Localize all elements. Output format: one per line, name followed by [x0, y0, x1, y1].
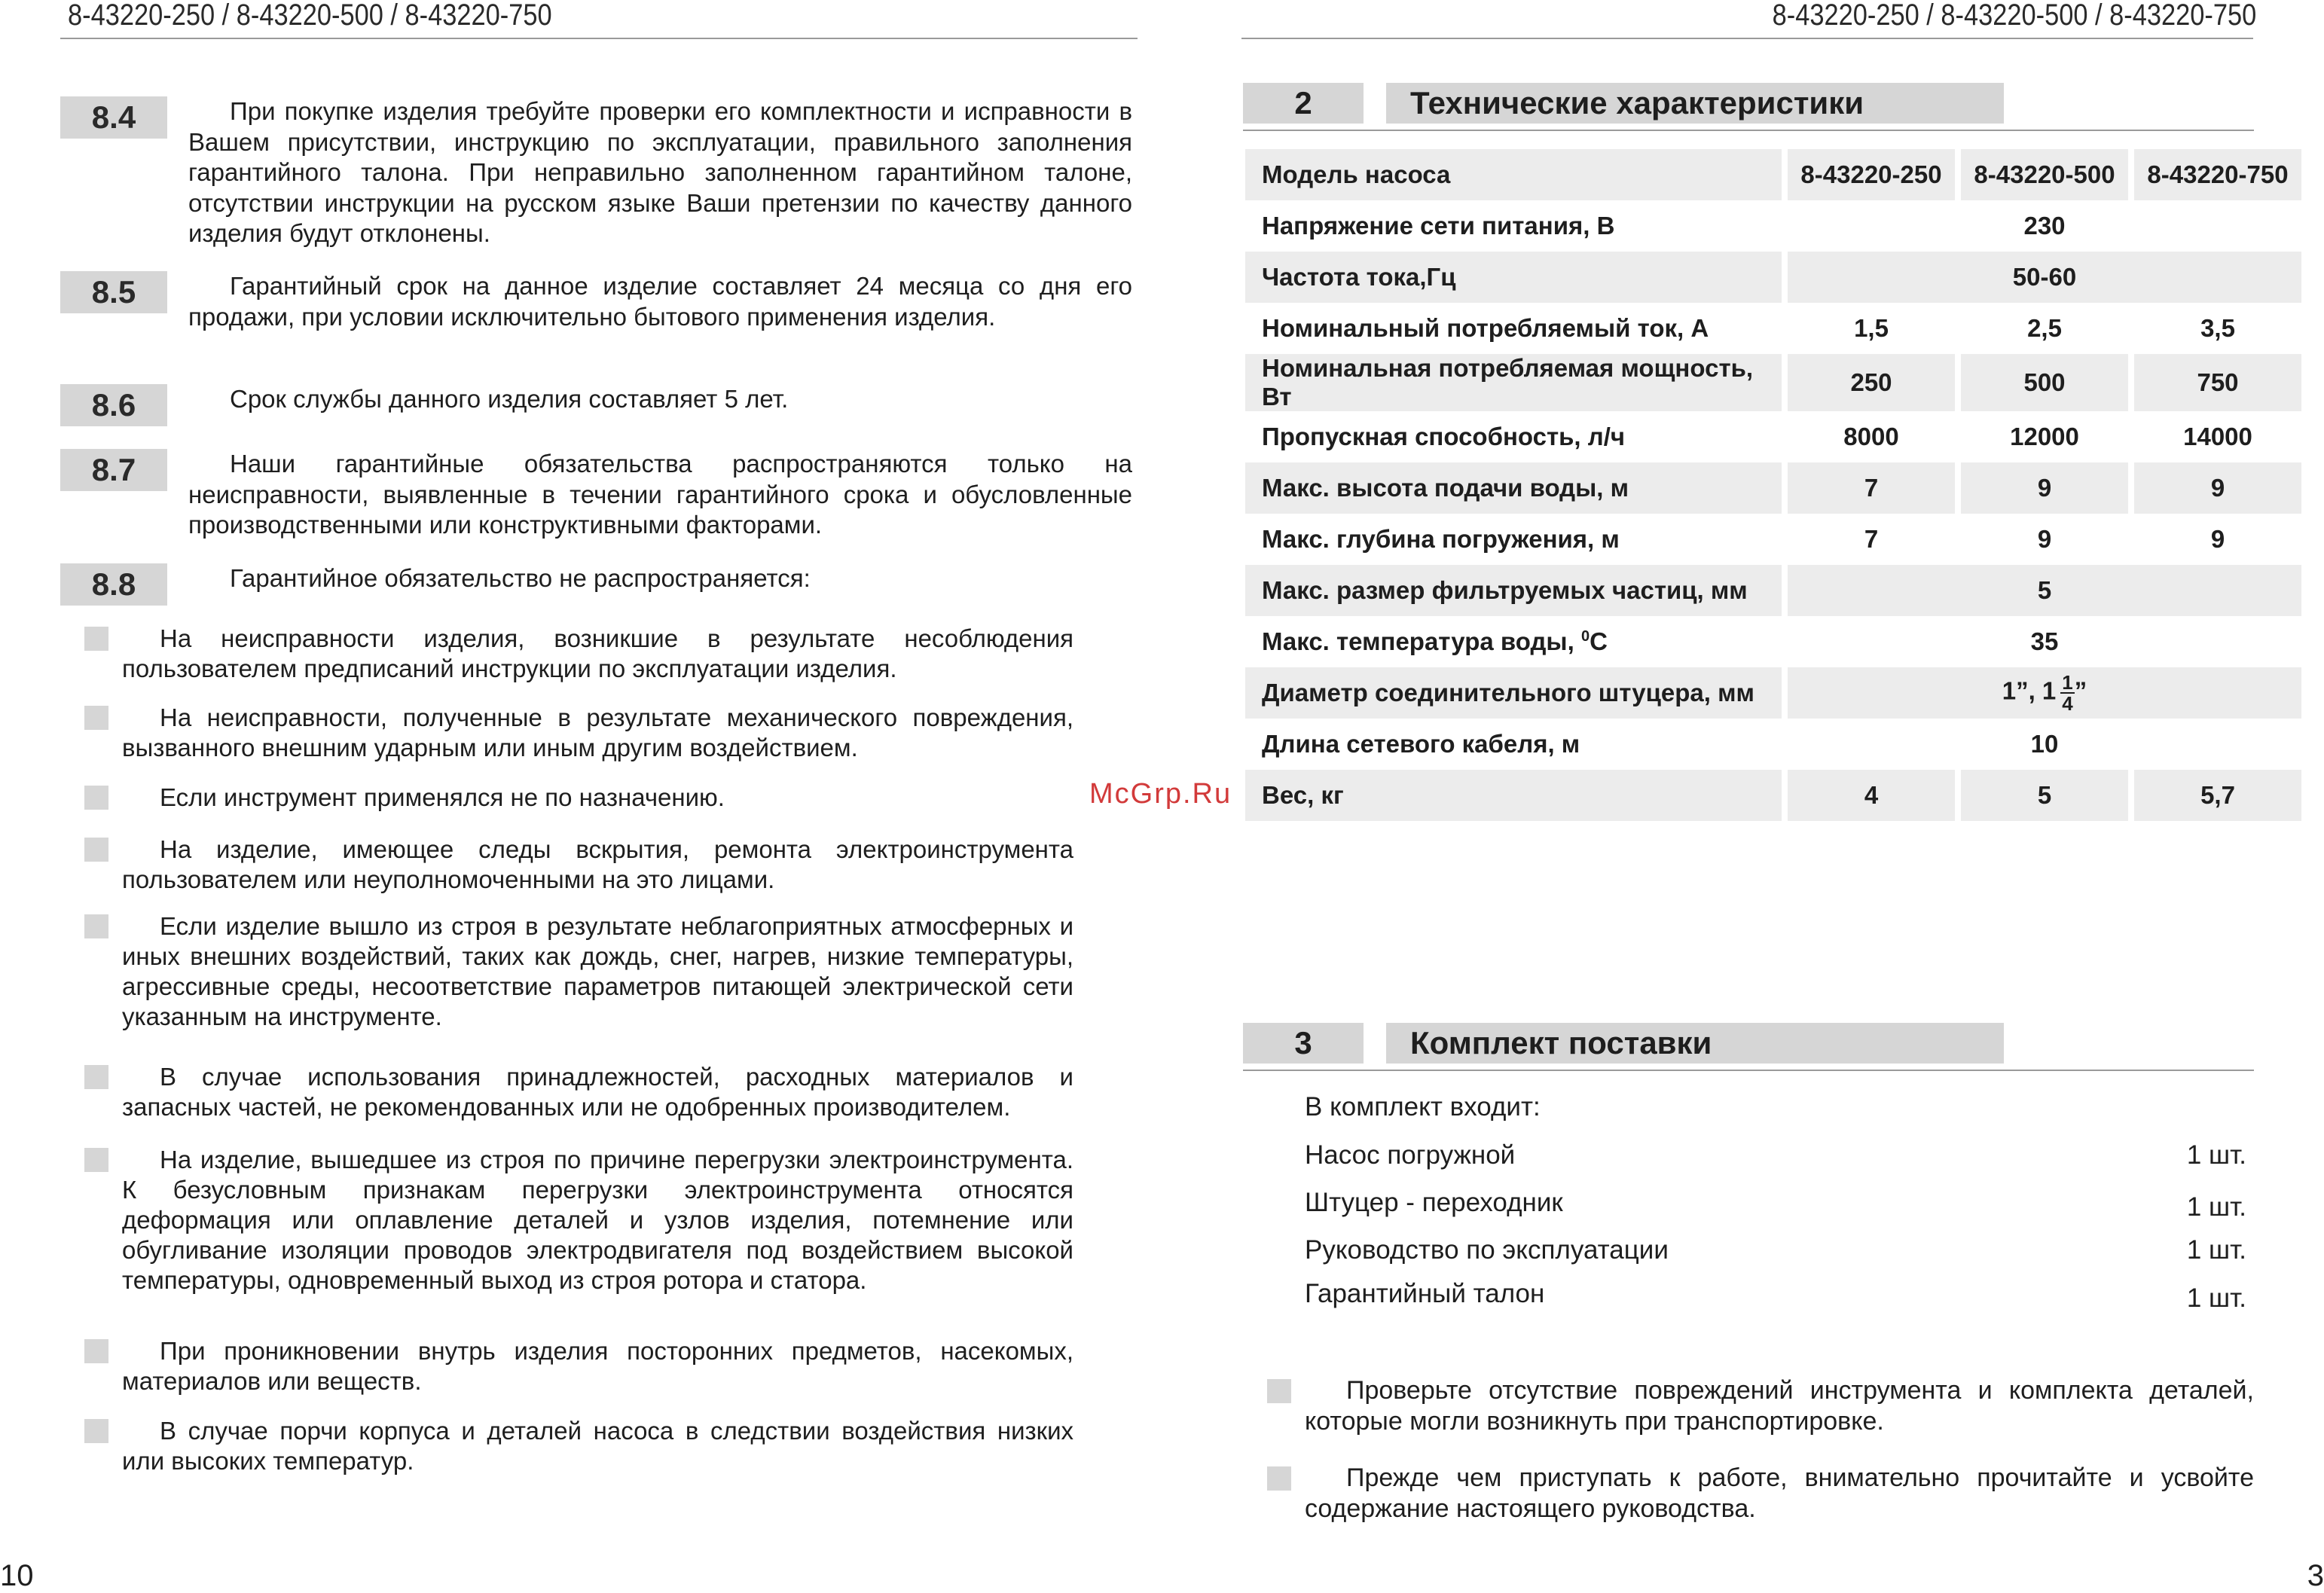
kit-item-name: Штуцер - переходник	[1305, 1188, 1563, 1217]
model-header: 8-43220-750	[2134, 149, 2301, 200]
row-value: 9	[2210, 525, 2225, 553]
fraction-numerator: 1	[2062, 671, 2073, 694]
section-number: 8.6	[60, 384, 167, 426]
table-row	[1245, 514, 2301, 565]
exclusion-text: На изделие, вышедшее из строя по причине перегрузки электроинструмента. К безусловным признакам перегрузки электроинструмента относятся деформация или оплавление деталей и узлов изделия, потемнение или обугливание изоляции проводов электродвигателя под воздействием высокой температуры, одновременный выход из строя ротора и статора.	[122, 1146, 1073, 1294]
row-label: Напряжение сети питания, В	[1262, 212, 1615, 240]
bullet-square-icon	[84, 1419, 108, 1443]
row-value: 250	[1788, 354, 1955, 411]
bullet-square-icon	[1267, 1379, 1291, 1403]
row-label: Макс. глубина погружения, м	[1262, 525, 1620, 553]
table-row	[1245, 200, 2301, 252]
section-number: 8.5	[60, 271, 167, 313]
header-models-right: 8-43220-250 / 8-43220-500 / 8-43220-750	[1772, 0, 2256, 32]
row-label: Вес, кг	[1245, 770, 1782, 821]
exclusion-text: На неисправности, полученные в результате механического повреждения, вызванного внешним ударным или иным другим воздействием.	[122, 703, 1073, 761]
list-item	[1305, 1279, 2246, 1313]
table-row	[1245, 616, 2301, 667]
exclusion-text: На неисправности изделия, возникшие в результате несоблюдения пользователем предписаний инструкции по эксплуатации изделия.	[122, 624, 1073, 682]
table-row	[1245, 770, 2301, 821]
row-label: Частота тока,Гц	[1245, 252, 1782, 303]
list-item	[1305, 1188, 2246, 1222]
row-value: 9	[2134, 462, 2301, 514]
fitting-value: 1”, 1	[2002, 676, 2057, 705]
kit-rule	[1243, 1070, 2254, 1071]
exclusion-text: Если инструмент применялся не по назначению.	[160, 783, 725, 811]
section-text: Гарантийный срок на данное изделие составляет 24 месяца со дня его продажи, при условии исключительно бытового применения изделия.	[188, 272, 1132, 331]
row-value: 230	[2023, 212, 2066, 240]
kit-item-qty: 1 шт.	[2186, 1192, 2246, 1222]
row-value: 9	[1961, 462, 2128, 514]
row-value: 2,5	[2027, 314, 2062, 342]
row-label: Диаметр соединительного штуцера, мм	[1245, 667, 1782, 719]
page-number-left: 10	[0, 1559, 34, 1592]
table-row	[1245, 354, 2301, 411]
row-value: 500	[1961, 354, 2128, 411]
kit-item-name: Гарантийный талон	[1305, 1279, 1545, 1308]
kit-item-name: Руководство по эксплуатации	[1305, 1235, 1669, 1265]
header-rule-left	[60, 38, 1138, 39]
specs-rule	[1243, 130, 2254, 131]
exclusion-text: В случае использования принадлежностей, расходных материалов и запасных частей, не рекомендованных или не одобренных производителем.	[122, 1063, 1073, 1121]
kit-section-number: 3	[1243, 1023, 1364, 1064]
row-label: Длина сетевого кабеля, м	[1262, 730, 1580, 758]
row-value: 8000	[1843, 423, 1899, 450]
bullet-square-icon	[84, 1148, 108, 1172]
kit-item-name: Насос погружной	[1305, 1140, 1516, 1170]
row-value: 750	[2134, 354, 2301, 411]
kit-title: Комплект поставки	[1410, 1025, 1712, 1060]
specs-title: Технические характеристики	[1410, 85, 1864, 121]
fraction	[2060, 673, 2074, 713]
table-row	[1245, 565, 2301, 616]
bullet-square-icon	[84, 706, 108, 730]
table-row	[1245, 411, 2301, 462]
temp-label: Макс. температура воды,	[1262, 627, 1581, 655]
table-row	[1245, 462, 2301, 514]
kit-item-qty: 1 шт.	[2186, 1140, 2246, 1170]
table-row	[1245, 667, 2301, 719]
row-value: 4	[1788, 770, 1955, 821]
note-text: Проверьте отсутствие повреждений инструмента и комплекта деталей, которые могли возникнуть при транспортировке.	[1305, 1376, 2254, 1436]
specs-title-bar	[1364, 83, 2269, 124]
temp-unit: С	[1590, 627, 1608, 655]
row-value: 7	[1864, 525, 1879, 553]
exclusion-text: Если изделие вышло из строя в результате неблагоприятных атмосферных и иных внешних воздействий, таких как дождь, снег, нагрев, низкие температуры, агрессивные среды, несоответствие параметров питающей электрической сети указанным на инструменте.	[122, 912, 1073, 1030]
row-label: Пропускная способность, л/ч	[1262, 423, 1626, 450]
kit-heading	[1243, 1023, 2252, 1077]
header-rule-right	[1241, 38, 2253, 39]
table-row	[1245, 252, 2301, 303]
row-label: Макс. высота подачи воды, м	[1245, 462, 1782, 514]
bullet-square-icon	[1267, 1466, 1291, 1491]
section-text: Гарантийное обязательство не распространяется:	[230, 564, 811, 592]
row-value: 7	[1788, 462, 1955, 514]
specs-section-number: 2	[1243, 83, 1364, 124]
watermark: McGrp.Ru	[1089, 778, 1232, 810]
exclusion-text: В случае порчи корпуса и деталей насоса в следствии воздействия низких или высоких температур.	[122, 1417, 1073, 1475]
exclusion-text: При проникновении внутрь изделия посторонних предметов, насекомых, материалов или веществ.	[122, 1337, 1073, 1395]
row-label: Номинальная потребляемая мощность, Вт	[1245, 354, 1782, 411]
row-label: Номинальный потребляемый ток, А	[1262, 314, 1709, 342]
model-header: 8-43220-250	[1788, 149, 1955, 200]
section-text: При покупке изделия требуйте проверки его комплектности и исправности в Вашем присутствии, инструкцию по эксплуатации, правильного заполнения гарантийного талона. При неправильно заполненном гарантийном талоне, отсутствии инструкции на русском языке Ваши претензии по качеству данного изделия будут отклонены.	[188, 97, 1132, 247]
bullet-square-icon	[84, 786, 108, 810]
section-number: 8.8	[60, 563, 167, 606]
row-value: 3,5	[2200, 314, 2235, 342]
row-value: 50-60	[1788, 252, 2301, 303]
note-text: Прежде чем приступать к работе, внимательно прочитайте и усвойте содержание настоящего руководства.	[1305, 1463, 2254, 1523]
section-number: 8.7	[60, 449, 167, 491]
bullet-square-icon	[84, 1339, 108, 1363]
table-row	[1245, 303, 2301, 354]
row-value: 35	[2030, 627, 2059, 655]
page-number-right: 3	[2307, 1559, 2324, 1592]
specs-heading	[1243, 83, 2252, 137]
row-value: 14000	[2183, 423, 2252, 450]
table-row	[1245, 719, 2301, 770]
section-text: Срок службы данного изделия составляет 5 лет.	[230, 385, 789, 413]
fitting-tail: ”	[2074, 676, 2087, 705]
row-label: Макс. размер фильтруемых частиц, мм	[1245, 565, 1782, 616]
list-item	[1305, 1140, 2246, 1170]
section-number: 8.4	[60, 96, 167, 139]
row-value: 12000	[2010, 423, 2079, 450]
bullet-square-icon	[84, 1065, 108, 1089]
table-row	[1245, 149, 2301, 200]
fraction-denominator: 4	[2062, 692, 2073, 715]
row-value: 9	[2037, 525, 2052, 553]
section-text: Наши гарантийные обязательства распространяются только на неисправности, выявленные в течении гарантийного срока и обусловленные производственными или конструктивными факторами.	[188, 450, 1132, 539]
list-item	[1305, 1235, 2246, 1265]
kit-item-qty: 1 шт.	[2186, 1235, 2246, 1265]
row-value: 1,5	[1854, 314, 1889, 342]
kit-title-bar	[1364, 1023, 2269, 1064]
row-value	[1788, 667, 2301, 719]
row-label: Модель насоса	[1245, 149, 1782, 200]
exclusion-text: На изделие, имеющее следы вскрытия, ремонта электроинструмента пользователем или неуполномоченными на это лицами.	[122, 835, 1073, 893]
degree-sup: 0	[1580, 628, 1590, 645]
specs-table	[1239, 149, 2307, 821]
bullet-square-icon	[84, 914, 108, 938]
row-label	[1245, 616, 1782, 667]
header-models-left: 8-43220-250 / 8-43220-500 / 8-43220-750	[68, 0, 552, 32]
kit-item-qty: 1 шт.	[2186, 1283, 2246, 1313]
row-value: 5,7	[2134, 770, 2301, 821]
bullet-square-icon	[84, 627, 108, 651]
bullet-square-icon	[84, 838, 108, 862]
model-header: 8-43220-500	[1961, 149, 2128, 200]
kit-intro: В комплект входит:	[1305, 1092, 1541, 1122]
row-value: 5	[1961, 770, 2128, 821]
row-value: 5	[1788, 565, 2301, 616]
row-value: 10	[2030, 730, 2059, 758]
